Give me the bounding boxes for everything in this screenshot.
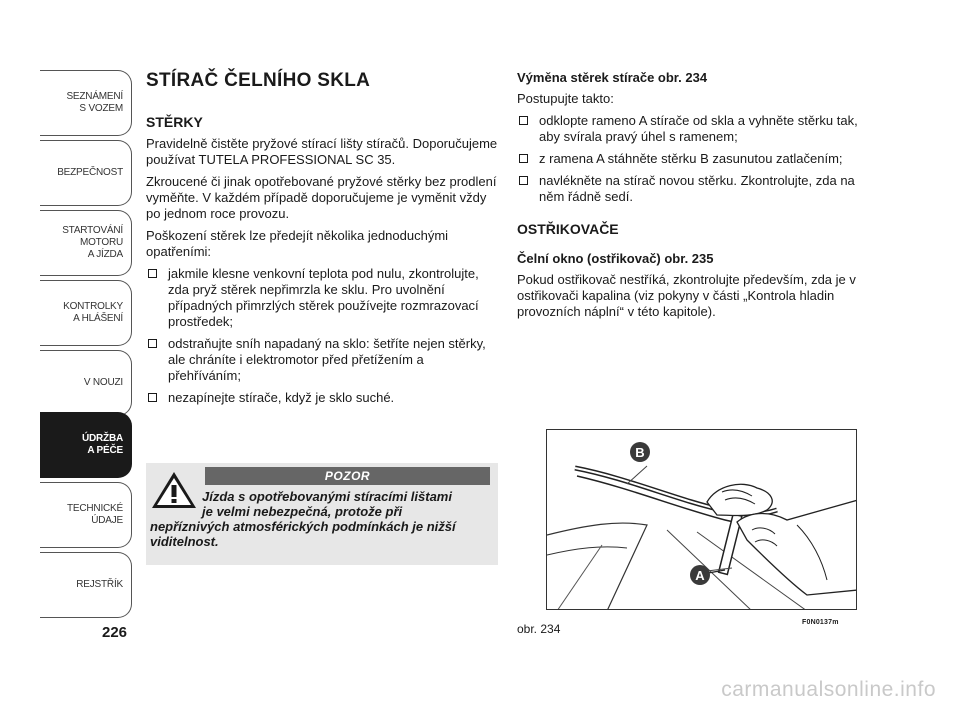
- list-item: [146, 336, 498, 384]
- checkbox-bullet-icon: [519, 116, 528, 125]
- tab-v-nouzi[interactable]: [40, 350, 132, 416]
- list-item-text: navlékněte na stírač novou stěrku. Zkontrolujte, zda na něm řádně sedí.: [539, 173, 855, 204]
- tab-rejstrik[interactable]: [40, 552, 132, 618]
- tab-seznameni[interactable]: [40, 70, 132, 136]
- tab-label: KONTROLKY A HLÁŠENÍ: [63, 301, 123, 324]
- wiper-illustration: [546, 429, 857, 610]
- warning-heading: POZOR: [205, 467, 490, 485]
- right-column: [517, 70, 867, 326]
- watermark: carmanualsonline.info: [721, 678, 936, 701]
- tab-label: STARTOVÁNÍ MOTORU A JÍZDA: [62, 225, 123, 260]
- tab-label: BEZPEČNOST: [57, 167, 123, 178]
- callout-a: A: [695, 568, 705, 583]
- paragraph: Pokud ostřikovač nestříká, zkontrolujte především, zda je v ostřikovači kapalina (viz pokyny v části „Kontrola hladin provozních náplní“ v této kapitole).: [517, 272, 856, 319]
- figure-code: F0N0137m: [802, 619, 839, 626]
- paragraph: Poškození stěrek lze předejít několika jednoduchými opatřeními:: [146, 228, 449, 259]
- warning-line: Jízda s opotřebovanými stíracími lištami: [202, 489, 452, 504]
- checkbox-bullet-icon: [148, 339, 157, 348]
- tab-label: SEZNÁMENÍ S VOZEM: [66, 91, 123, 114]
- tab-bezpecnost[interactable]: [40, 140, 132, 206]
- section-subtitle: STĚRKY: [146, 114, 203, 130]
- procedure-heading: Výměna stěrek stírače obr. 234: [517, 70, 708, 85]
- bullet-list: [146, 266, 498, 406]
- page-number: 226: [102, 624, 128, 641]
- procedure-heading: Čelní okno (ostřikovač) obr. 235: [517, 251, 714, 266]
- checkbox-bullet-icon: [148, 393, 157, 402]
- page-title: STÍRAČ ČELNÍHO SKLA: [146, 70, 371, 91]
- warning-line: je velmi nebezpečná, protože při: [202, 504, 403, 519]
- paragraph: Postupujte takto:: [517, 91, 614, 106]
- warning-text: [150, 489, 495, 549]
- list-item-text: odklopte rameno A stírače od skla a vyhněte stěrku tak, aby svírala pravý úhel s ramenem;: [539, 113, 858, 144]
- bullet-list: [517, 113, 867, 205]
- tab-label: REJSTŘÍK: [76, 579, 123, 590]
- list-item: [146, 390, 498, 406]
- list-item-text: jakmile klesne venkovní teplota pod nulu, zkontrolujte, zda pryž stěrek nepřimrzla ke sklu. Pro uvolnění případných přimrzlých stěrek používejte rozmrazovací prostředek;: [168, 266, 479, 329]
- section-subtitle: OSTŘIKOVAČE: [517, 221, 619, 237]
- paragraph: Zkroucené či jinak opotřebované pryžové stěrky bez prodlení vyměňte. V každém případě doporučujeme je vyměnit vždy po jednom roce provozu.: [146, 174, 497, 221]
- checkbox-bullet-icon: [519, 176, 528, 185]
- tab-startovani[interactable]: [40, 210, 132, 276]
- list-item: [517, 113, 867, 145]
- list-item-text: z ramena A stáhněte stěrku B zasunutou zatlačením;: [539, 151, 843, 166]
- left-column: [146, 70, 498, 412]
- tab-udrzba[interactable]: [40, 412, 132, 478]
- tab-label: V NOUZI: [83, 377, 123, 388]
- tab-label: TECHNICKÉ ÚDAJE: [67, 503, 123, 526]
- tab-technicke[interactable]: [40, 482, 132, 548]
- tab-kontrolky[interactable]: [40, 280, 132, 346]
- figure-caption: obr. 234: [517, 622, 561, 636]
- callout-b: B: [635, 445, 645, 460]
- wiper-drawing: [547, 430, 857, 610]
- warning-line: nepříznivých atmosférických podmínkách je nižší viditelnost.: [150, 519, 456, 549]
- list-item-text: nezapínejte stírače, když je sklo suché.: [168, 390, 395, 405]
- tab-label: ÚDRŽBA A PÉČE: [81, 433, 123, 456]
- list-item-text: odstraňujte sníh napadaný na sklo: šetříte nejen stěrky, ale chráníte i elektromotor před přetížením a přehříváním;: [168, 336, 486, 383]
- checkbox-bullet-icon: [519, 154, 528, 163]
- list-item: [517, 151, 867, 167]
- list-item: [146, 266, 498, 330]
- paragraph: Pravidelně čistěte pryžové stírací lišty stíračů. Doporučujeme používat TUTELA PROFESSIONAL SC 35.: [146, 136, 498, 167]
- list-item: [517, 173, 867, 205]
- checkbox-bullet-icon: [148, 269, 157, 278]
